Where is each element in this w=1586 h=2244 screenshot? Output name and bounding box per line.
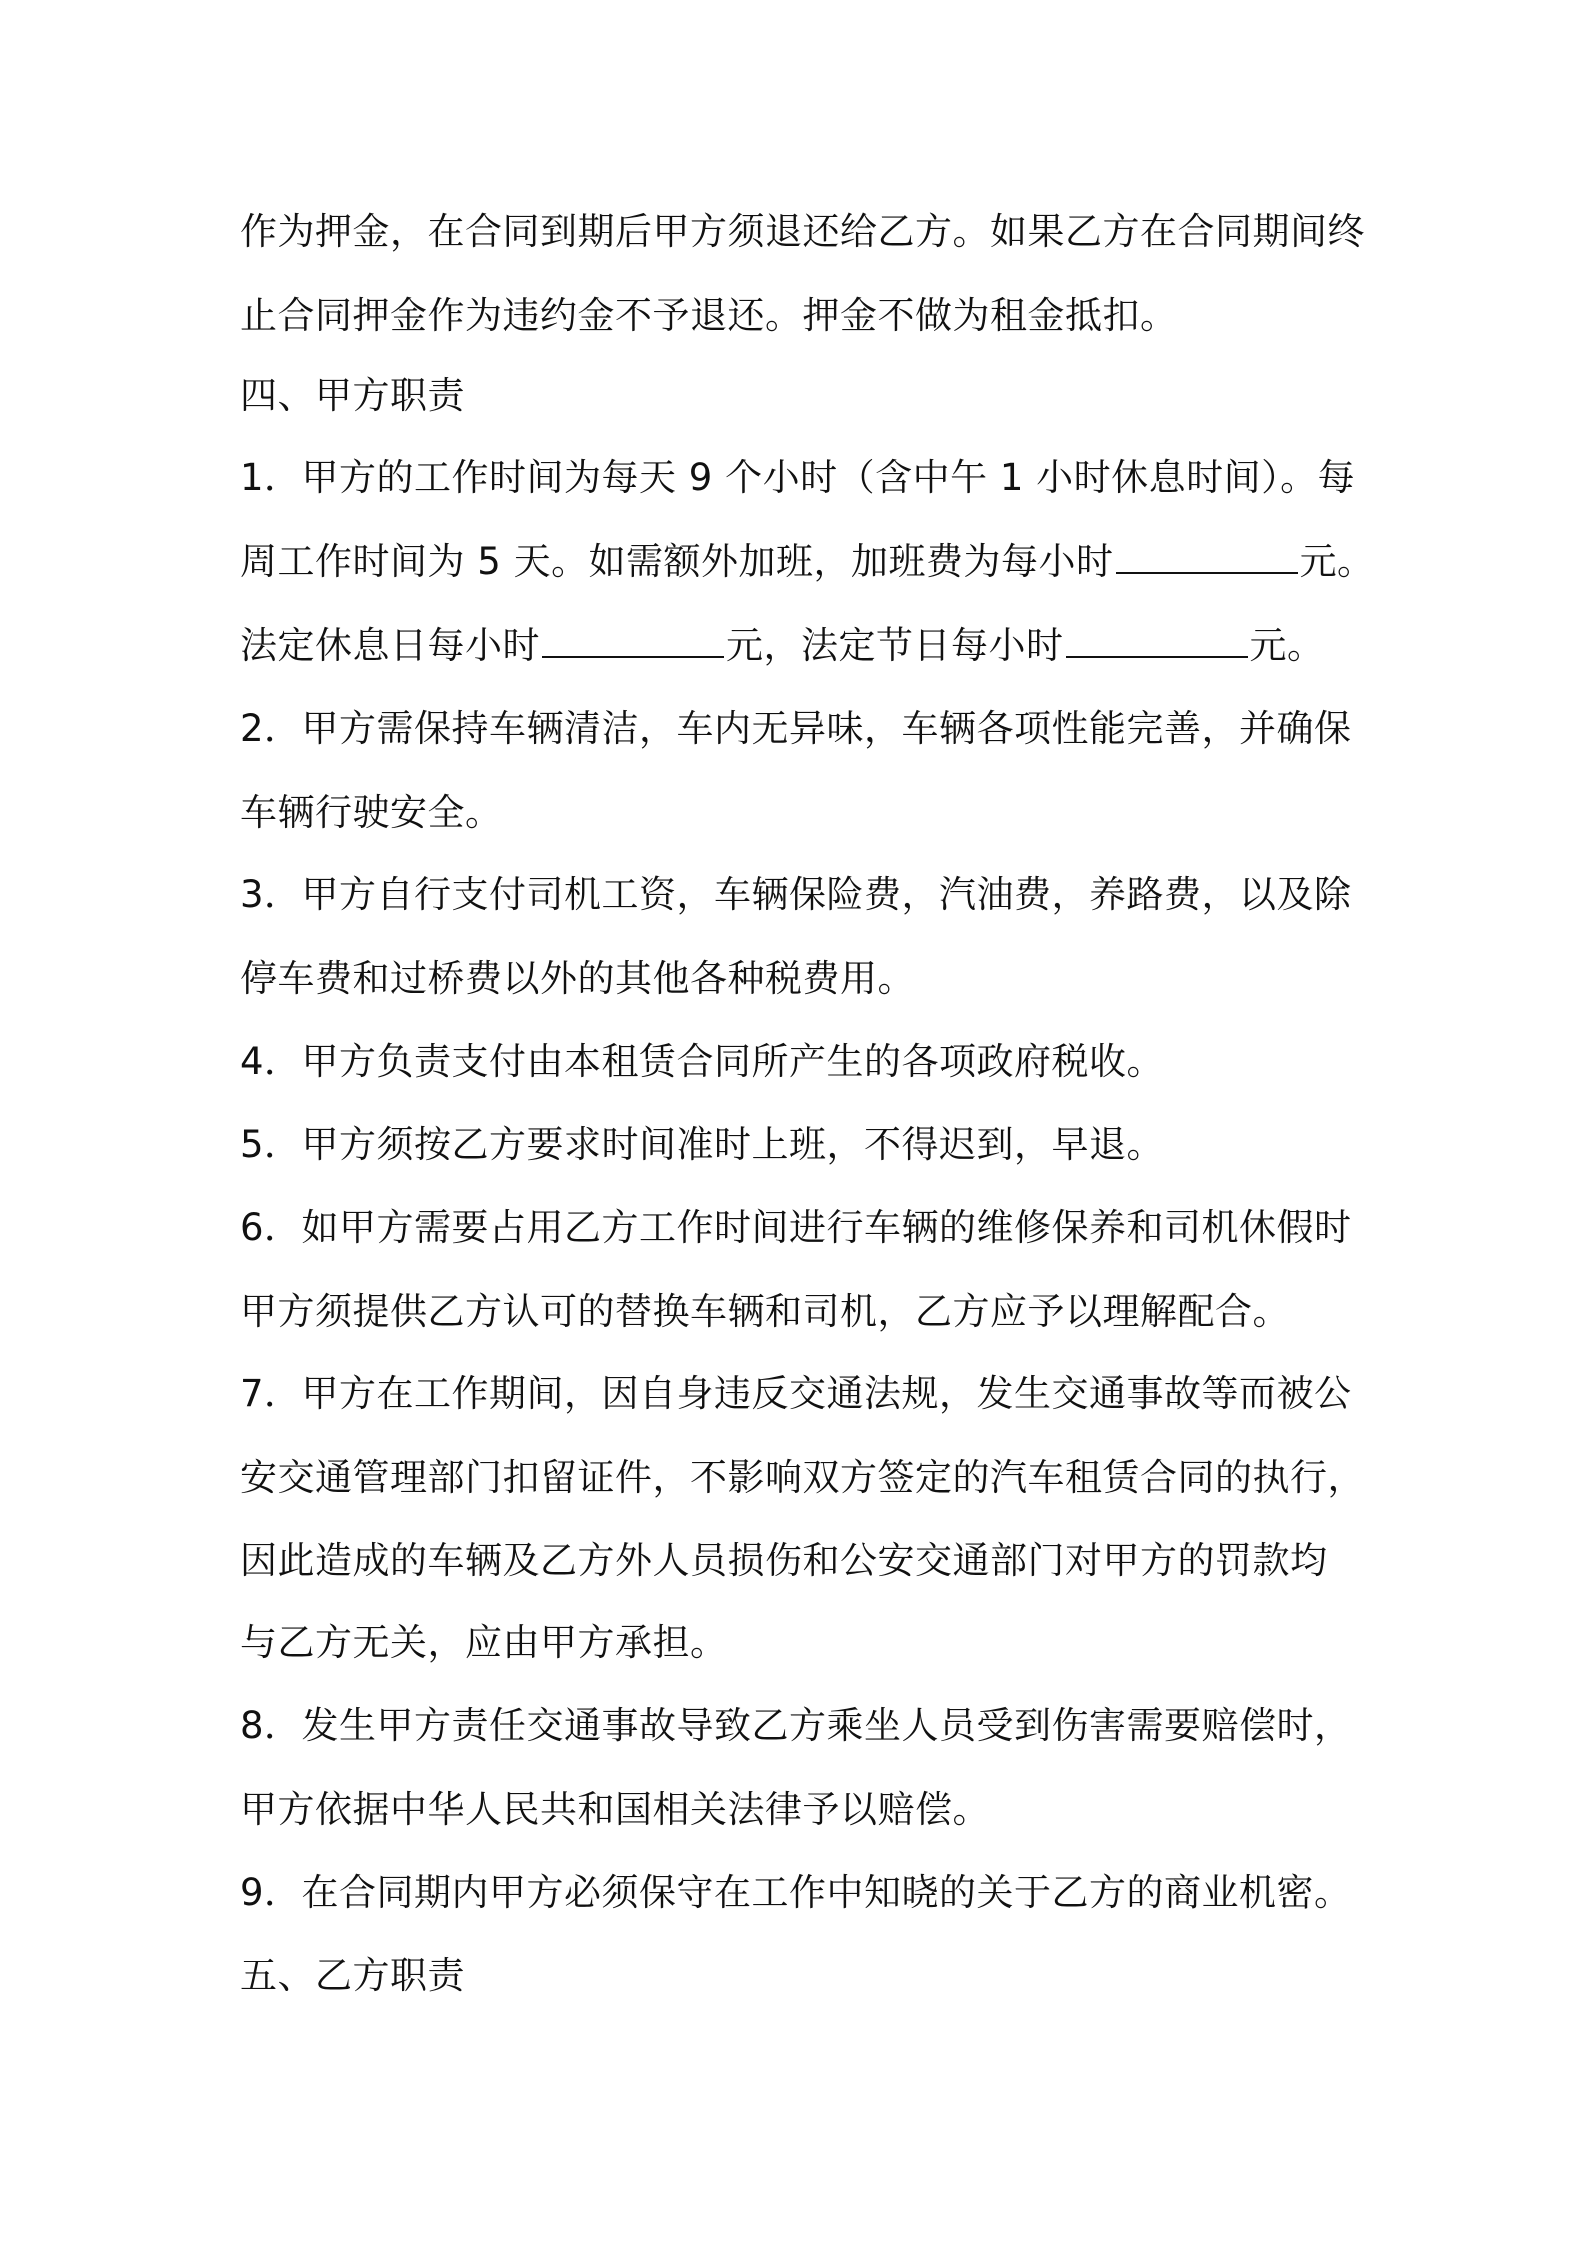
clause-line: 3．甲方自行支付司机工资，车辆保险费，汽油费，养路费，以及除	[240, 873, 1352, 916]
clause-line: 9．在合同期内甲方必须保守在工作中知晓的关于乙方的商业机密。	[240, 1871, 1352, 1914]
clause-line: 5．甲方须按乙方要求时间准时上班，不得迟到，早退。	[240, 1123, 1165, 1166]
clause-line: 甲方须提供乙方认可的替换车辆和司机，乙方应予以理解配合。	[240, 1290, 1290, 1333]
clause-line: 2．甲方需保持车辆清洁，车内无异味，车辆各项性能完善，并确保	[240, 707, 1352, 750]
clause-text: 周工作时间为 5 天。如需额外加班，加班费为每小时	[240, 540, 1114, 583]
clause-line: 车辆行驶安全。	[240, 791, 503, 834]
clause-text: 法定休息日每小时	[240, 624, 540, 667]
clause-line-with-blank	[240, 536, 1375, 588]
fill-in-blank[interactable]	[1066, 622, 1248, 658]
clause-line-with-blanks	[240, 620, 1360, 672]
clause-line: 停车费和过桥费以外的其他各种税费用。	[240, 957, 915, 1000]
clause-line: 4．甲方负责支付由本租赁合同所产生的各项政府税收。	[240, 1040, 1165, 1083]
clause-text: 元。	[1249, 624, 1325, 667]
fill-in-blank[interactable]	[1116, 538, 1298, 574]
clause-line: 6．如甲方需要占用乙方工作时间进行车辆的维修保养和司机休假时	[240, 1206, 1352, 1249]
clause-line: 甲方依据中华人民共和国相关法律予以赔偿。	[240, 1788, 990, 1831]
clause-text: 元，法定节日每小时	[726, 624, 1064, 667]
clause-line: 7．甲方在工作期间，因自身违反交通法规，发生交通事故等而被公	[240, 1372, 1352, 1415]
clause-line: 1．甲方的工作时间为每天 9 个小时（含中午 1 小时休息时间）。每	[240, 456, 1356, 499]
clause-text: 元。	[1299, 540, 1375, 583]
section-heading-party-a-duties: 四、甲方职责	[240, 374, 465, 417]
clause-line: 因此造成的车辆及乙方外人员损伤和公安交通部门对甲方的罚款均	[240, 1539, 1328, 1582]
clause-line: 8．发生甲方责任交通事故导致乙方乘坐人员受到伤害需要赔偿时，	[240, 1704, 1352, 1747]
paragraph-line: 作为押金，在合同到期后甲方须退还给乙方。如果乙方在合同期间终	[240, 210, 1365, 253]
paragraph-line: 止合同押金作为违约金不予退还。押金不做为租金抵扣。	[240, 294, 1178, 337]
section-heading-party-b-duties: 五、乙方职责	[240, 1954, 465, 1997]
fill-in-blank[interactable]	[542, 622, 724, 658]
clause-line: 安交通管理部门扣留证件，不影响双方签定的汽车租赁合同的执行，	[240, 1456, 1365, 1499]
clause-line: 与乙方无关，应由甲方承担。	[240, 1621, 728, 1664]
